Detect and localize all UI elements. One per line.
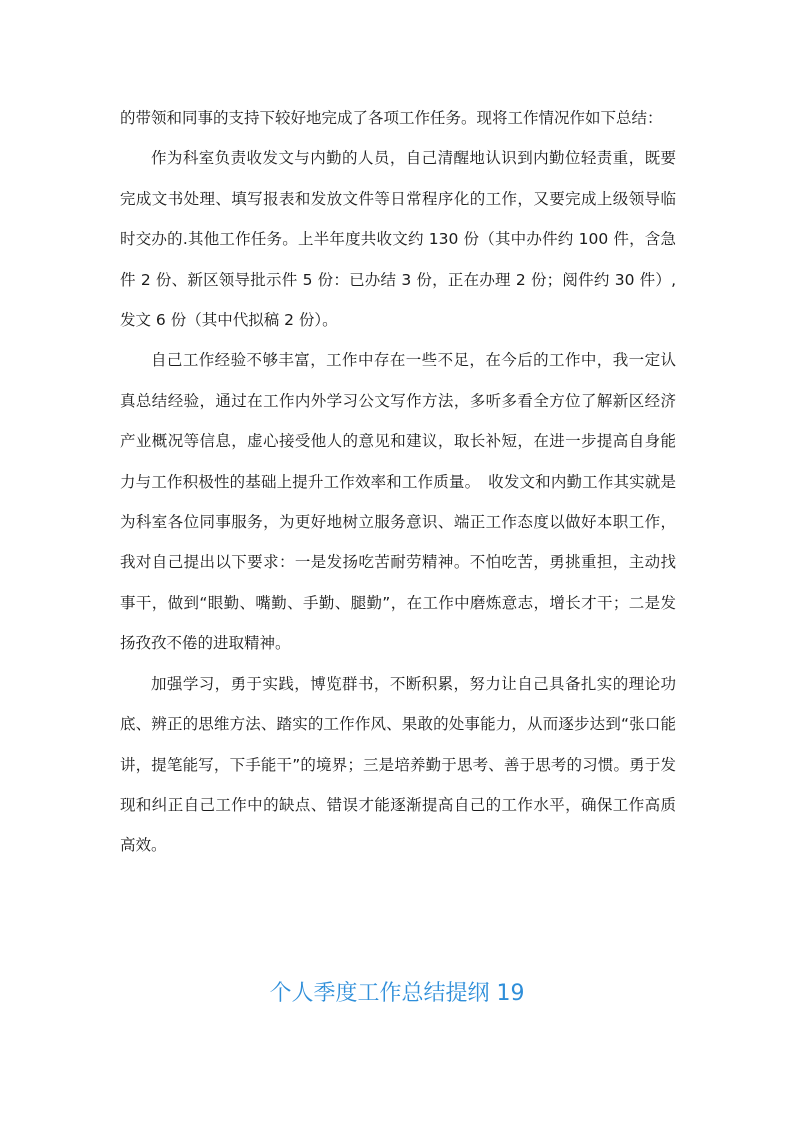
document-body bbox=[120, 98, 676, 866]
paragraph-duties: 作为科室负责收发文与内勤的人员，自己清醒地认识到内勤位轻责重，既要完成文书处理、填写报表和发放文件等日常程序化的工作，又要完成上级领导临时交办的.其他工作任务。上半年度共收文约 130 份（其中办件约 100 件，含急件 2 份、新区领导批示件 5 份：已办结 3 份，正在办理 2 份；阅件约 30 件）,发文 6 份（其中代拟稿 2 份）。 bbox=[120, 149, 676, 330]
paragraph-intro: 的带领和同事的支持下较好地完成了各项工作任务。现将工作情况作如下总结： bbox=[120, 109, 663, 127]
paragraph-experience-requirements: 自己工作经验不够丰富，工作中存在一些不足，在今后的工作中，我一定认真总结经验，通过在工作内外学习公文写作方法，多听多看全方位了解新区经济产业概况等信息，虚心接受他人的意见和建议，取长补短，在进一步提高自身能力与工作积极性的基础上提升工作效率和工作质量。 收发文和内勤工作其实就是为科室各位同事服务，为更好地树立服务意识、端正工作态度以做好本职工作，我对自己提出以下要求：一是发扬吃苦耐劳精神。不怕吃苦，勇挑重担，主动找事干，做到“眼勤、嘴勤、手勤、腿勤”，在工作中磨炼意志，增长才干；二是发扬孜孜不倦的进取精神。 bbox=[120, 351, 676, 653]
section-heading: 个人季度工作总结提纲 19 bbox=[269, 981, 525, 1006]
paragraph-learning: 加强学习，勇于实践，博览群书，不断积累，努力让自己具备扎实的理论功底、辨正的思维方法、踏实的工作作风、果敢的处事能力，从而逐步达到“张口能讲，提笔能写，下手能干”的境界；三是培养勤于思考、善于思考的习惯。勇于发现和纠正自己工作中的缺点、错误才能逐渐提高自己的工作水平，确保工作高质高效。 bbox=[120, 674, 676, 855]
